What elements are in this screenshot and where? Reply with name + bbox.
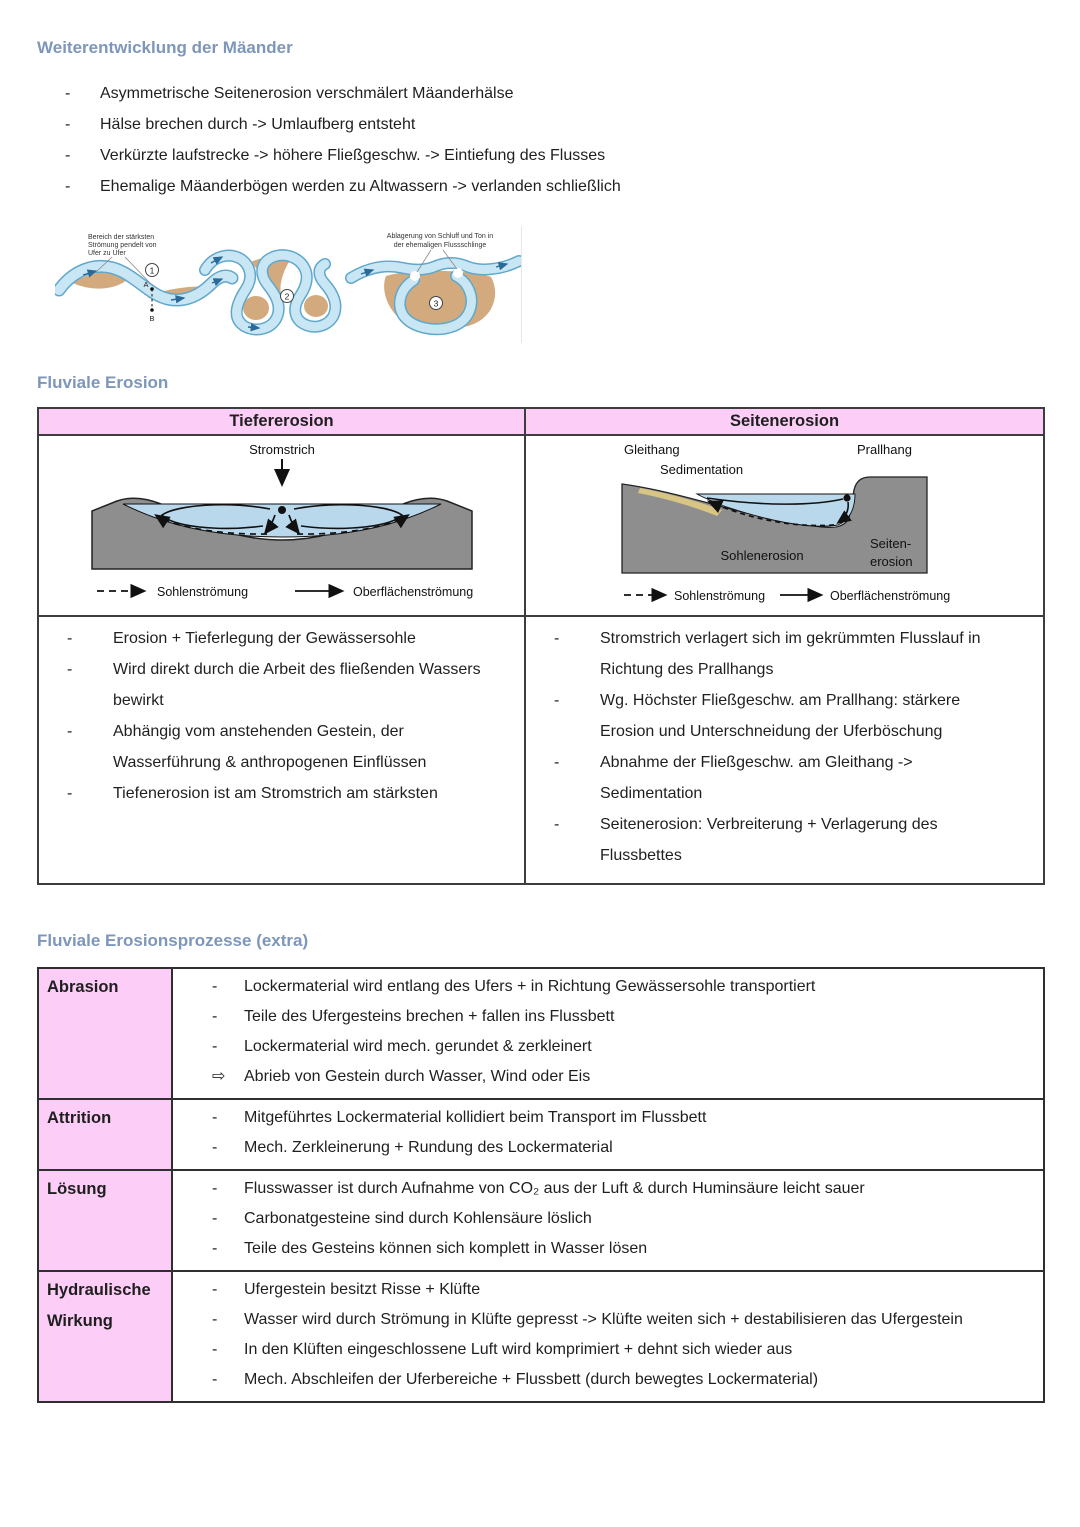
- bullet-dash: -: [67, 630, 73, 647]
- list-item: [212, 1103, 1013, 1133]
- seitenerosion-text-cell: [525, 616, 1044, 884]
- list-item-text: Mech. Zerkleinerung + Rundung des Lockermaterial: [244, 1139, 613, 1156]
- stage-number: 1: [149, 265, 155, 276]
- bullet-dash: -: [554, 816, 560, 833]
- bullet-dash: -: [65, 147, 71, 164]
- bullet-marker: -: [212, 1038, 218, 1055]
- list-item-text: Abhängig vom anstehenden Gestein, der Wasserführung & anthropogenen Einflüssen: [113, 723, 427, 771]
- heading-weiterentwicklung: Weiterentwicklung der Mäander: [37, 38, 293, 57]
- seitenerosion-label-line2: erosion: [870, 554, 913, 569]
- list-item-text: Hälse brechen durch -> Umlaufberg entsteht: [100, 116, 416, 133]
- bullet-marker: -: [212, 1240, 218, 1257]
- stromstrich-label: Stromstrich: [248, 441, 315, 457]
- table-row-loesung: [38, 1170, 1044, 1271]
- gleithang-label: Gleithang: [624, 442, 680, 457]
- list-item-text: Abnahme der Fließgeschw. am Gleithang -> Sedimentation: [600, 754, 913, 802]
- bullet-marker: -: [212, 1139, 218, 1156]
- figure-label: Bereich der stärksten: [88, 234, 155, 241]
- marker-dot: [150, 308, 154, 312]
- list-item-text: Mech. Abschleifen der Uferbereiche + Flussbett (durch bewegtes Lockermaterial): [244, 1371, 819, 1388]
- arrow-bullet-marker: ⇨: [212, 1068, 226, 1085]
- bullet-marker: -: [212, 1281, 218, 1298]
- list-item-text: Verkürzte laufstrecke -> höhere Fließgeschw. -> Eintiefung des Flusses: [100, 147, 606, 164]
- bullet-marker: -: [212, 1180, 218, 1197]
- list-item-text: Lockermaterial wird mech. gerundet & zerkleinert: [244, 1038, 592, 1055]
- bullet-dash: -: [65, 116, 71, 133]
- list-item-text: Seitenerosion: Verbreiterung + Verlagerung des Flussbettes: [600, 816, 938, 864]
- seitenerosion-diagram: [612, 438, 957, 608]
- meander-bullet-list: [65, 78, 1045, 202]
- list-item: [65, 171, 1045, 202]
- list-item-text: Asymmetrische Seitenerosion verschmälert Mäanderhälse: [100, 85, 514, 102]
- sediment-plug: [410, 271, 420, 281]
- list-item: [212, 1002, 1013, 1032]
- term-abrasion: Abrasion: [38, 968, 172, 1099]
- heading-erosionsprozesse: Fluviale Erosionsprozesse (extra): [37, 931, 309, 950]
- list-item-text: Wg. Höchster Fließgeschw. am Prallhang: stärkere Erosion und Unterschneidung der Uferböschung: [600, 692, 961, 740]
- bullet-marker: -: [212, 1311, 218, 1328]
- list-item-text: Flusswasser ist durch Aufnahme von CO₂ aus der Luft & durch Huminsäure leicht sauer: [244, 1180, 865, 1197]
- list-item: [212, 1275, 1013, 1305]
- tiefenerosion-diagram: [67, 441, 497, 606]
- list-item: [65, 140, 1045, 171]
- list-item-text: Teile des Ufergesteins brechen + fallen ins Flussbett: [244, 1008, 615, 1025]
- bullet-dash: -: [554, 630, 560, 647]
- meander-stages-illustration: [55, 226, 521, 338]
- list-item: [554, 623, 1003, 685]
- list-item: [67, 716, 484, 778]
- bullet-marker: -: [212, 1109, 218, 1126]
- list-item: [212, 1062, 1013, 1092]
- list-item: [212, 1335, 1013, 1365]
- bullet-marker: -: [212, 978, 218, 995]
- sediment-plug: [453, 268, 463, 278]
- list-item: [67, 623, 484, 654]
- bullet-dash: -: [67, 661, 73, 678]
- erosion-comparison-table: [37, 407, 1045, 885]
- seitenerosion-label-line1: Seiten-: [870, 536, 912, 551]
- list-item: [212, 1365, 1013, 1395]
- prallhang-label: Prallhang: [857, 442, 912, 457]
- point-bar: [304, 295, 328, 317]
- bullet-marker: -: [212, 1210, 218, 1227]
- list-item-text: Lockermaterial wird entlang des Ufers + in Richtung Gewässersohle transportiert: [244, 978, 816, 995]
- list-item: [554, 747, 1003, 809]
- list-item: [212, 1234, 1013, 1264]
- table-row-attrition: [38, 1099, 1044, 1170]
- list-item: [65, 109, 1045, 140]
- list-item: [67, 654, 484, 716]
- list-item-text: Ehemalige Mäanderbögen werden zu Altwassern -> verlanden schließlich: [100, 178, 621, 195]
- tiefenerosion-diagram-cell: [38, 435, 525, 616]
- figure-label: Ufer zu Ufer: [88, 250, 126, 257]
- list-item-text: Abrieb von Gestein durch Wasser, Wind oder Eis: [244, 1068, 591, 1085]
- list-item-text: In den Klüften eingeschlossene Luft wird komprimiert + dehnt sich wieder aus: [244, 1341, 793, 1358]
- list-item: [554, 685, 1003, 747]
- list-item: [212, 1032, 1013, 1062]
- legend-sohlenstroemung: Sohlenströmung: [156, 584, 248, 599]
- table-row-hydraulische-wirkung: [38, 1271, 1044, 1402]
- marker-b: B: [149, 314, 155, 323]
- list-item: [554, 809, 1003, 871]
- hydraulische-wirkung-description: [172, 1271, 1044, 1402]
- list-item-text: Tiefenerosion ist am Stromstrich am stärksten: [113, 785, 438, 802]
- stromstrich-point: [278, 506, 286, 514]
- figure-label: Strömung pendelt von: [88, 242, 157, 249]
- sedimentation-label: Sedimentation: [660, 462, 744, 477]
- list-item: [212, 1133, 1013, 1163]
- bullet-marker: -: [212, 1371, 218, 1388]
- list-item-text: Teile des Gesteins können sich komplett in Wasser lösen: [244, 1240, 648, 1257]
- column-header-tiefererosion: Tiefererosion: [38, 408, 525, 435]
- list-item: [212, 972, 1013, 1002]
- table-row-abrasion: [38, 968, 1044, 1099]
- list-item-text: Stromstrich verlagert sich im gekrümmten Flusslauf in Richtung des Prallhangs: [600, 630, 981, 678]
- list-item-text: Ufergestein besitzt Risse + Klüfte: [244, 1281, 481, 1298]
- bullet-marker: -: [212, 1008, 218, 1025]
- stage-number: 2: [284, 291, 290, 302]
- term-hydraulische-wirkung: Hydraulische Wirkung: [38, 1271, 172, 1402]
- seitenerosion-diagram-cell: [525, 435, 1044, 616]
- legend-sohlenstroemung: Sohlenströmung: [674, 589, 766, 603]
- bullet-dash: -: [554, 692, 560, 709]
- column-header-seitenerosion: Seitenerosion: [525, 408, 1044, 435]
- bullet-dash: -: [67, 785, 73, 802]
- list-item: [212, 1174, 1013, 1204]
- meander-evolution-figure: [55, 226, 522, 343]
- erosion-processes-table: [37, 967, 1045, 1403]
- bullet-marker: -: [212, 1341, 218, 1358]
- heading-fluviale-erosion: Fluviale Erosion: [37, 373, 169, 392]
- sohlenerosion-label: Sohlenerosion: [720, 548, 804, 563]
- list-item: [67, 778, 484, 809]
- term-loesung: Lösung: [38, 1170, 172, 1271]
- list-item-text: Mitgeführtes Lockermaterial kollidiert beim Transport im Flussbett: [244, 1109, 707, 1126]
- stromstrich-point: [843, 494, 850, 501]
- abrasion-description: [172, 968, 1044, 1099]
- list-item-text: Carbonatgesteine sind durch Kohlensäure löslich: [244, 1210, 592, 1227]
- point-bar: [243, 296, 269, 320]
- legend-oberflaechenstroemung: Oberflächenströmung: [830, 589, 951, 603]
- list-item: [212, 1305, 1013, 1335]
- bullet-dash: -: [67, 723, 73, 740]
- term-attrition: Attrition: [38, 1099, 172, 1170]
- list-item-text: Wasser wird durch Strömung in Klüfte gepresst -> Klüfte weiten sich + destabilisieren das Ufergestein: [244, 1311, 963, 1328]
- marker-a: A: [143, 280, 149, 289]
- bullet-dash: -: [554, 754, 560, 771]
- attrition-description: [172, 1099, 1044, 1170]
- bullet-dash: -: [65, 85, 71, 102]
- list-item: [212, 1204, 1013, 1234]
- stage-number: 3: [433, 298, 439, 309]
- legend-oberflaechenstroemung: Oberflächenströmung: [352, 584, 473, 599]
- list-item: [65, 78, 1045, 109]
- loesung-description: [172, 1170, 1044, 1271]
- list-item-text: Wird direkt durch die Arbeit des fließenden Wassers bewirkt: [113, 661, 481, 709]
- flow-arrow: [248, 327, 259, 328]
- bullet-dash: -: [65, 178, 71, 195]
- list-item-text: Erosion + Tieferlegung der Gewässersohle: [113, 630, 416, 647]
- tiefenerosion-text-cell: [38, 616, 525, 884]
- figure-label: der ehemaligen Flussschlinge: [393, 242, 487, 249]
- figure-label: Ablagerung von Schluff und Ton in: [386, 233, 494, 240]
